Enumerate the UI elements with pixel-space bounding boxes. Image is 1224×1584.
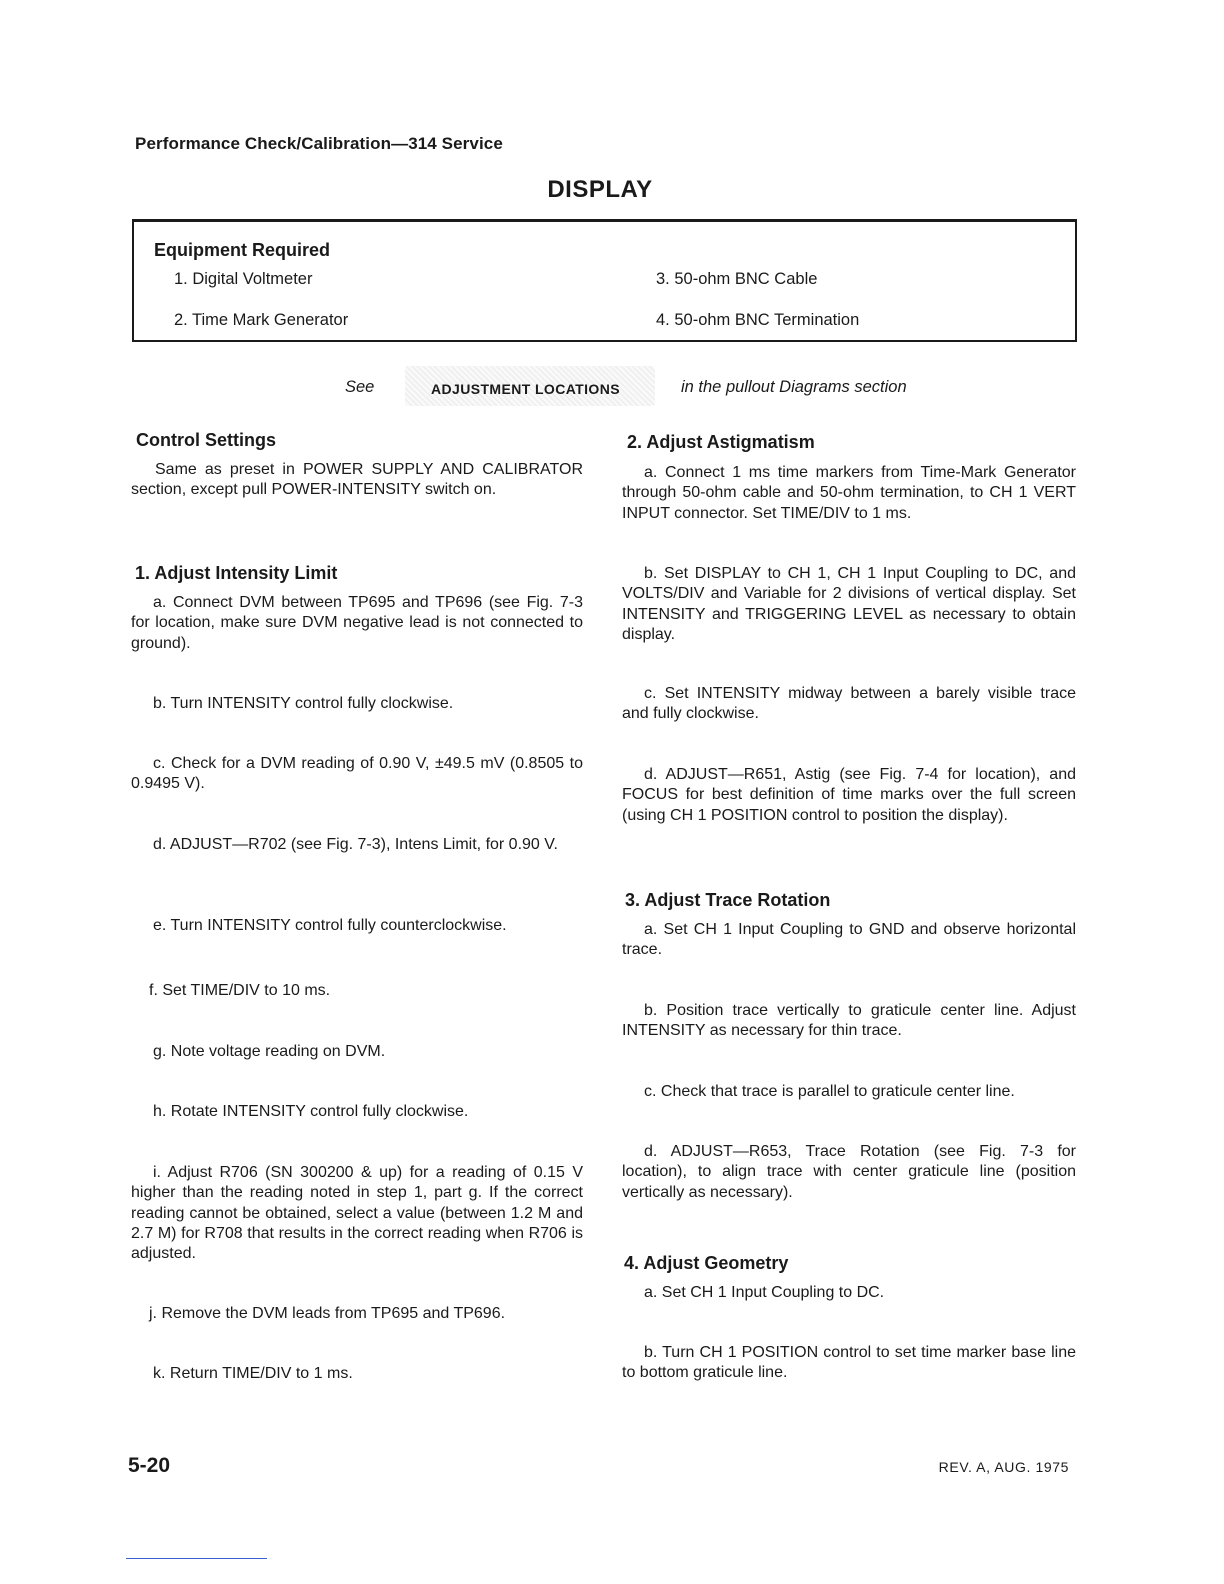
equipment-item: 3. 50-ohm BNC Cable: [656, 270, 818, 288]
step-4b-text: b. Turn CH 1 POSITION control to set time marker base line to bottom graticule line.: [622, 1344, 1076, 1382]
step-2-heading: 2. Adjust Astigmatism: [627, 432, 815, 452]
step-3-heading: 3. Adjust Trace Rotation: [625, 890, 831, 910]
step-3c-text: c. Check that trace is parallel to graticule center line.: [644, 1083, 1015, 1100]
page-title: DISPLAY: [547, 176, 653, 203]
step-1f-text: f. Set TIME/DIV to 10 ms.: [149, 982, 331, 999]
equipment-heading: Equipment Required: [154, 240, 331, 260]
page-header: Performance Check/Calibration—314 Service: [135, 134, 503, 153]
equipment-item: 2. Time Mark Generator: [174, 311, 349, 329]
step-3d-text: d. ADJUST—R653, Trace Rotation (see Fig. 7-3 for location), to align trace with center graticule line (position vertically as necessary).: [622, 1143, 1076, 1201]
step-3b-text: b. Position trace vertically to graticule center line. Adjust INTENSITY as necessary for thin trace.: [622, 1002, 1076, 1040]
see-note-prefix: See: [345, 378, 375, 396]
see-note-suffix: in the pullout Diagrams section: [681, 378, 907, 396]
step-2d-text: d. ADJUST—R651, Astig (see Fig. 7-4 for location), and FOCUS for best definition of time marks over the full screen (using CH 1 POSITION control to position the display).: [622, 766, 1076, 824]
equipment-item: 4. 50-ohm BNC Termination: [656, 311, 860, 329]
step-1-heading: 1. Adjust Intensity Limit: [135, 563, 338, 583]
step-1j-text: j. Remove the DVM leads from TP695 and TP696.: [149, 1305, 506, 1322]
step-1g-text: g. Note voltage reading on DVM.: [153, 1043, 386, 1060]
adjustment-locations-link[interactable]: [405, 366, 655, 406]
step-1a-text: a. Connect DVM between TP695 and TP696 (see Fig. 7-3 for location, make sure DVM negative lead is not connected to ground).: [131, 594, 583, 652]
control-settings-text: Same as preset in POWER SUPPLY AND CALIBRATOR section, except pull POWER-INTENSITY switch on.: [131, 461, 583, 499]
equipment-item: 1. Digital Voltmeter: [174, 270, 313, 288]
step-1i-text: i. Adjust R706 (SN 300200 & up) for a reading of 0.15 V higher than the reading noted in step 1, part g. If the correct reading cannot be obtained, select a value (between 1.2 M and 2.7 M) for R708 that results in the correct reading when R706 is adjusted.: [131, 1164, 583, 1263]
step-4a-text: a. Set CH 1 Input Coupling to DC.: [644, 1284, 885, 1301]
revision-date: REV. A, AUG. 1975: [938, 1459, 1069, 1475]
step-1d-text: d. ADJUST—R702 (see Fig. 7-3), Intens Limit, for 0.90 V.: [153, 836, 558, 853]
step-2b-text: b. Set DISPLAY to CH 1, CH 1 Input Coupling to DC, and VOLTS/DIV and Variable for 2 divisions of vertical display. Set INTENSITY and TRIGGERING LEVEL as necessary to obtain display.: [622, 565, 1076, 643]
adjustment-locations-label: ADJUSTMENT LOCATIONS: [431, 381, 620, 397]
step-1h-text: h. Rotate INTENSITY control fully clockwise.: [153, 1103, 469, 1120]
step-1k-text: k. Return TIME/DIV to 1 ms.: [153, 1365, 353, 1382]
step-1b-text: b. Turn INTENSITY control fully clockwise.: [153, 695, 454, 712]
step-4-heading: 4. Adjust Geometry: [624, 1253, 789, 1273]
step-1e-text: e. Turn INTENSITY control fully counterclockwise.: [153, 917, 507, 934]
step-2c-text: c. Set INTENSITY midway between a barely visible trace and fully clockwise.: [622, 685, 1076, 723]
step-1c-text: c. Check for a DVM reading of 0.90 V, ±49.5 mV (0.8505 to 0.9495 V).: [131, 755, 583, 793]
control-settings-heading: Control Settings: [136, 430, 276, 450]
step-3a-text: a. Set CH 1 Input Coupling to GND and observe horizontal trace.: [622, 921, 1076, 959]
footer-rule: [126, 1558, 267, 1559]
equipment-required-box: [132, 219, 1077, 342]
page-number: 5-20: [128, 1454, 171, 1477]
step-2a-text: a. Connect 1 ms time markers from Time-Mark Generator through 50-ohm cable and 50-ohm termination, to CH 1 VERT INPUT connector. Set TIME/DIV to 1 ms.: [622, 464, 1076, 522]
